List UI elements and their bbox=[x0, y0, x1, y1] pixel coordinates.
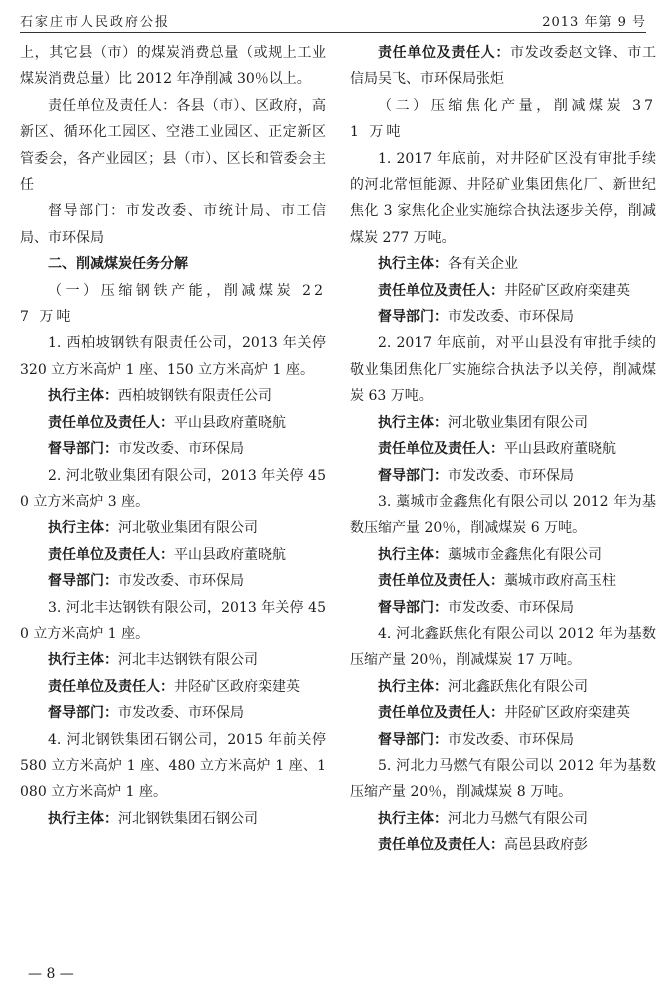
body-paragraph: （一）压缩钢铁产能，削减煤炭 227 万吨 bbox=[20, 282, 326, 326]
field-label: 责任单位及责任人： bbox=[378, 705, 504, 722]
body-paragraph: 上，其它县（市）的煤炭消费总量（或规上工业煤炭消费总量）比 2012 年净削减 30％以上。 bbox=[20, 45, 326, 88]
labeled-paragraph bbox=[20, 806, 326, 832]
issue-number: 2013 年第 9 号 bbox=[542, 15, 646, 30]
field-value: 河北力马燃气有限公司 bbox=[448, 810, 588, 827]
field-label: 责任单位及责任人： bbox=[48, 546, 174, 563]
field-value: 井陉矿区政府栾建英 bbox=[174, 678, 300, 695]
field-value: 河北丰达钢铁有限公司 bbox=[118, 652, 258, 669]
field-value: 高邑县政府彭 bbox=[504, 837, 588, 854]
field-label: 督导部门： bbox=[378, 599, 448, 616]
labeled-paragraph bbox=[20, 568, 326, 594]
field-label: 责任单位及责任人： bbox=[378, 837, 504, 854]
field-label: 责任单位及责任人： bbox=[48, 414, 174, 431]
body-paragraph: 5. 河北力马燃气有限公司以 2012 年为基数压缩产量 20％，削减煤炭 8 万吨。 bbox=[350, 757, 656, 801]
labeled-paragraph bbox=[350, 832, 656, 858]
labeled-paragraph bbox=[350, 278, 656, 304]
body-paragraph: 1. 西柏坡钢铁有限责任公司，2013 年关停 320 立方米高炉 1 座、150 立方米高炉 1 座。 bbox=[20, 335, 326, 378]
field-label: 执行主体： bbox=[48, 388, 118, 405]
labeled-paragraph bbox=[350, 410, 656, 436]
field-value: 河北钢铁集团石钢公司 bbox=[118, 810, 258, 827]
labeled-paragraph bbox=[20, 436, 326, 462]
field-value: 藁城市政府高玉柱 bbox=[504, 573, 616, 590]
labeled-paragraph bbox=[20, 515, 326, 541]
labeled-paragraph bbox=[350, 568, 656, 594]
field-label: 督导部门： bbox=[48, 705, 118, 722]
field-label: 责任单位及责任人： bbox=[378, 573, 504, 590]
body-paragraph: 4. 河北钢铁集团石钢公司，2015 年前关停 580 立方米高炉 1 座、480 立方米高炉 1 座、1080 立方米高炉 1 座。 bbox=[20, 731, 326, 801]
field-value: 市发改委、市环保局 bbox=[118, 441, 244, 458]
labeled-paragraph bbox=[20, 410, 326, 436]
field-label: 执行主体： bbox=[378, 678, 448, 695]
labeled-paragraph bbox=[350, 727, 656, 753]
left-column bbox=[20, 40, 326, 832]
field-label: 责任单位及责任人： bbox=[378, 441, 504, 458]
field-label: 执行主体： bbox=[378, 810, 448, 827]
field-value: 市发改委、市环保局 bbox=[448, 731, 574, 748]
field-value: 平山县政府董晓航 bbox=[504, 441, 616, 458]
labeled-paragraph bbox=[350, 806, 656, 832]
labeled-paragraph bbox=[20, 674, 326, 700]
field-label: 责任单位及责任人： bbox=[378, 45, 510, 61]
field-label: 督导部门： bbox=[378, 309, 448, 326]
field-value: 平山县政府董晓航 bbox=[174, 414, 286, 431]
labeled-paragraph bbox=[350, 40, 656, 93]
field-value: 平山县政府董晓航 bbox=[174, 546, 286, 563]
right-column bbox=[350, 40, 656, 859]
body-paragraph: 2. 2017 年底前，对平山县没有审批手续的敬业集团焦化厂实施综合执法予以关停，削减煤炭 63 万吨。 bbox=[350, 335, 656, 405]
field-label: 执行主体： bbox=[378, 546, 448, 563]
field-label: 责任单位及责任人： bbox=[48, 678, 174, 695]
body-paragraph: 3. 藁城市金鑫焦化有限公司以 2012 年为基数压缩产量 20％，削减煤炭 6 万吨。 bbox=[350, 493, 656, 537]
labeled-paragraph bbox=[350, 595, 656, 621]
page-header bbox=[20, 6, 646, 33]
body-paragraph: 督导部门：市发改委、市统计局、市工信局、市环保局 bbox=[20, 203, 326, 246]
field-label: 执行主体： bbox=[48, 652, 118, 669]
labeled-paragraph bbox=[350, 700, 656, 726]
publication-title: 石家庄市人民政府公报 bbox=[20, 15, 171, 30]
labeled-paragraph bbox=[20, 647, 326, 673]
labeled-paragraph bbox=[350, 674, 656, 700]
field-value: 市发改委赵文锋、市工信局吴飞、市环保局张炬 bbox=[350, 45, 656, 88]
labeled-paragraph bbox=[20, 700, 326, 726]
field-value: 河北敬业集团有限公司 bbox=[448, 414, 588, 431]
field-label: 执行主体： bbox=[378, 256, 448, 273]
field-value: 藁城市金鑫焦化有限公司 bbox=[448, 546, 602, 563]
field-value: 西柏坡钢铁有限责任公司 bbox=[118, 388, 272, 405]
field-label: 督导部门： bbox=[378, 731, 448, 748]
body-paragraph: （二）压缩焦化产量，削减煤炭 371 万吨 bbox=[350, 97, 656, 141]
labeled-paragraph bbox=[350, 463, 656, 489]
body-paragraph: 4. 河北鑫跃焦化有限公司以 2012 年为基数压缩产量 20％，削减煤炭 17 万吨。 bbox=[350, 625, 656, 669]
field-label: 督导部门： bbox=[48, 441, 118, 458]
field-label: 执行主体： bbox=[378, 414, 448, 431]
labeled-paragraph bbox=[20, 383, 326, 409]
field-label: 督导部门： bbox=[48, 573, 118, 590]
field-value: 河北鑫跃焦化有限公司 bbox=[448, 678, 588, 695]
field-value: 市发改委、市环保局 bbox=[448, 309, 574, 326]
field-value: 各有关企业 bbox=[448, 256, 518, 273]
labeled-paragraph bbox=[350, 436, 656, 462]
field-label: 执行主体： bbox=[48, 810, 118, 827]
field-value: 市发改委、市环保局 bbox=[118, 705, 244, 722]
labeled-paragraph bbox=[20, 542, 326, 568]
labeled-paragraph bbox=[350, 304, 656, 330]
body-paragraph: 1. 2017 年底前，对井陉矿区没有审批手续的河北常恒能源、井陉矿业集团焦化厂、新世纪焦化 3 家焦化企业实施综合执法逐步关停，削减煤炭 277 万吨。 bbox=[350, 150, 656, 246]
field-label: 执行主体： bbox=[48, 520, 118, 537]
field-value: 市发改委、市环保局 bbox=[448, 467, 574, 484]
field-value: 井陉矿区政府栾建英 bbox=[504, 705, 630, 722]
field-value: 河北敬业集团有限公司 bbox=[118, 520, 258, 537]
body-paragraph: 2. 河北敬业集团有限公司，2013 年关停 450 立方米高炉 3 座。 bbox=[20, 467, 326, 510]
body-paragraph: 责任单位及责任人：各县（市）、区政府，高新区、循环化工园区、空港工业园区、正定新区管委会，各产业园区；县（市）、区长和管委会主任 bbox=[20, 97, 326, 194]
field-value: 市发改委、市环保局 bbox=[448, 599, 574, 616]
labeled-paragraph bbox=[350, 251, 656, 277]
body-paragraph: 3. 河北丰达钢铁有限公司，2013 年关停 450 立方米高炉 1 座。 bbox=[20, 599, 326, 642]
field-label: 责任单位及责任人： bbox=[378, 282, 504, 299]
field-label: 督导部门： bbox=[378, 467, 448, 484]
field-value: 井陉矿区政府栾建英 bbox=[504, 282, 630, 299]
field-value: 市发改委、市环保局 bbox=[118, 573, 244, 590]
page-number: — 8 — bbox=[28, 966, 74, 982]
labeled-paragraph bbox=[350, 542, 656, 568]
section-heading: 二、削减煤炭任务分解 bbox=[48, 256, 188, 273]
